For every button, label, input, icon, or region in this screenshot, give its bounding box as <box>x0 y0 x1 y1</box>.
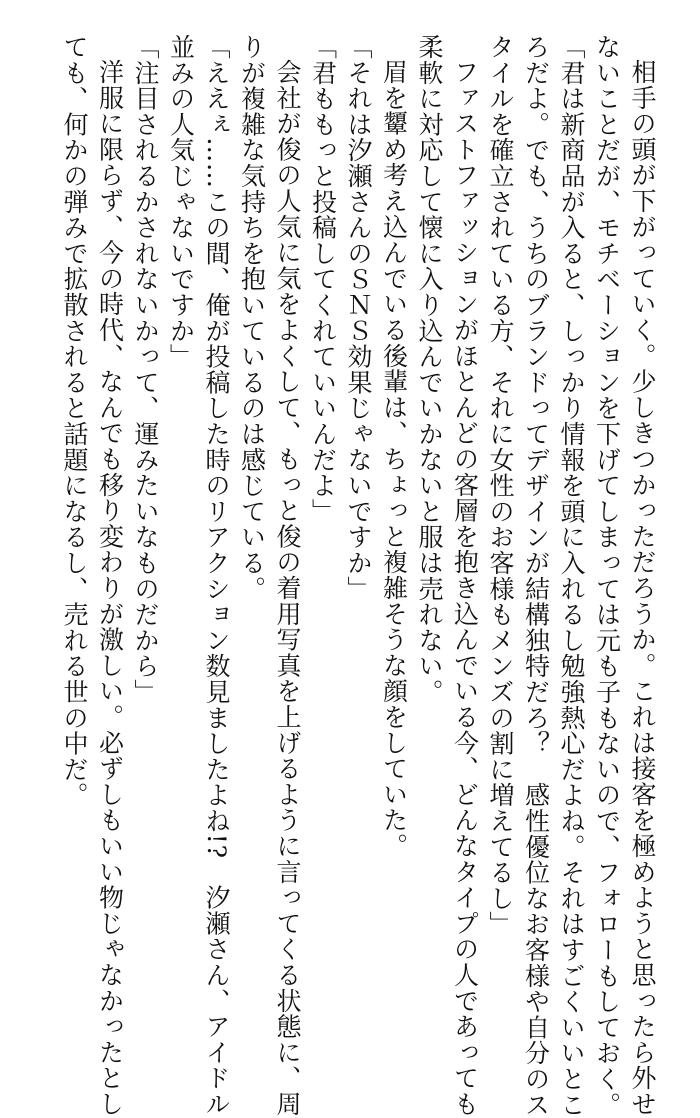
text-line: ろだよ。でも、うちのブランドってデザインが結構独特だろ？ 感性優位なお客様や自分のス <box>521 34 551 1118</box>
text-line: ファストファッションがほとんどの客層を抱き込んでいる今、どんなタイプの人であっても <box>450 59 480 1117</box>
text-line: 「それは汐瀬さんのＳＮＳ効果じゃないですか」 <box>344 34 373 602</box>
body-text <box>57 34 661 1118</box>
text-line: タイルを確立されている方、それに女性のお客様もメンズの割に増えてるし」 <box>486 34 515 937</box>
text-line: りが複雑な気持ちを抱いているのは感じている。 <box>237 34 267 602</box>
text-line: 「君は新商品が入ると、しっかり情報を頭に入れるし勉強熱心だよね。それはすごくいいとこ <box>557 34 586 1118</box>
text-line: 洋服に限らず、今の時代、なんでも移り変わりが激しい。必ずしもいい物じゃなかったとし <box>95 59 125 1117</box>
text-line: 会社が俊の人気に気をよくして、もっと俊の着用写真を上げるように言ってくる状態に、周 <box>273 59 302 1117</box>
text-line: 「君ももっと投稿してくれていいんだよ」 <box>308 34 338 525</box>
text-line: 相手の頭が下がっていく。少しきつかっただろうか。これは接客を極めようと思ったら外せ <box>628 59 657 1117</box>
text-line: 柔軟に対応して懐に入り込んでいかないと服は売れない。 <box>415 34 444 705</box>
text-line: ないことだが、モチベーションを下げてしまっては元も子もないので、フォローもしておく。 <box>592 34 622 1118</box>
text-line: 「ええぇ……この間、俺が投稿した時のリアクション数見ましたよね!? 汐瀬さん、アイドル <box>202 34 231 1117</box>
text-line: 「注目されるかされないかって、運みたいなものだから」 <box>131 34 160 705</box>
text-line: 眉を顰め考え込んでいる後輩は、ちょっと複雑そうな顔をしていた。 <box>379 59 409 859</box>
text-line: 並みの人気じゃないですか」 <box>166 34 196 370</box>
text-line: ても、何かの弾みで拡散されると話題になるし、売れる世の中だ。 <box>60 34 89 808</box>
